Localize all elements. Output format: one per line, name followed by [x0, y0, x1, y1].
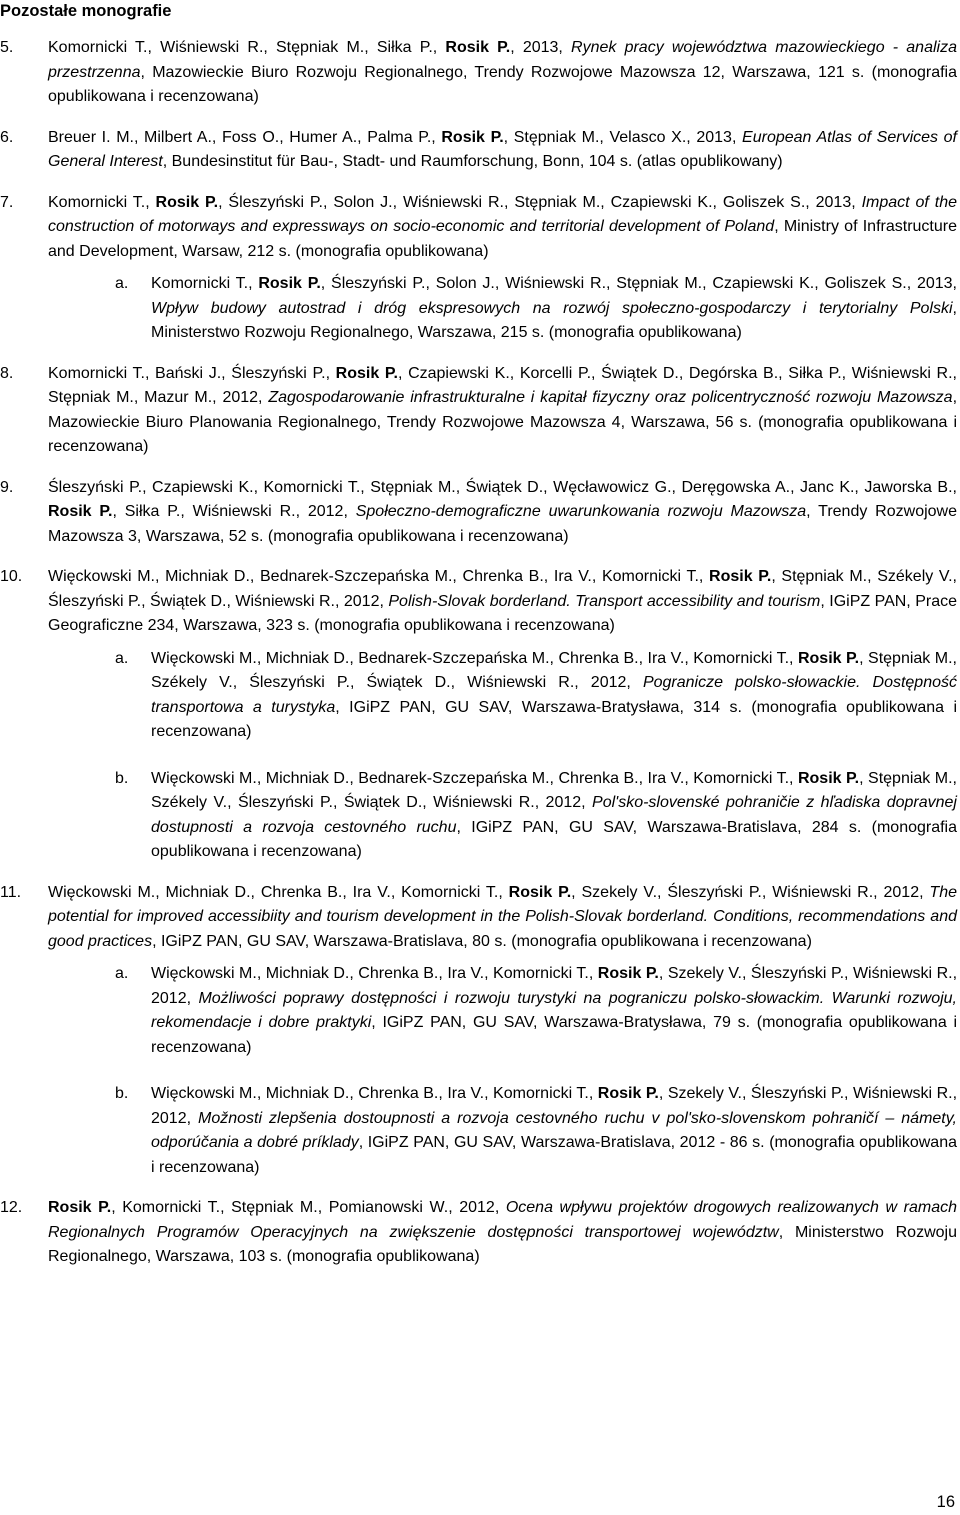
list-item [0, 191, 957, 265]
list-item-number: 9. [0, 478, 14, 496]
publication-title: Pogranicze polsko-słowackie. Dostępność transportowa a turystyka [151, 674, 958, 716]
list-item-number: 10. [0, 568, 23, 585]
author-highlight: Rosik P. [335, 364, 398, 382]
publication-title: Impact of the construction of motorways and expressways on socio-economic and territorial development of Poland [48, 193, 957, 235]
sub-list-item [0, 767, 957, 865]
citation-text: , Stępniak M., Székely V., Śleszyński P., Świątek D., Wiśniewski R., 2012, [48, 568, 957, 610]
citation-text: , Ministerstwo Rozwoju Regionalnego, Warszawa, 103 s. (monografia opublikowana) [48, 1223, 957, 1265]
list-item [0, 1196, 957, 1270]
citation-text: Śleszyński P., Czapiewski K., Komornicki T., Stępniak M., Świątek D., Węcławowicz G., Deręgowska A., Janc K., Jaworska B., [48, 478, 957, 496]
list-item-number: 12. [0, 1199, 23, 1216]
author-highlight: Rosik P. [597, 965, 659, 982]
sub-list-item-letter: b. [115, 769, 129, 787]
citation-text: , Ministry of Infrastructure and Development, Warsaw, 212 s. (monografia opublikowana) [48, 218, 957, 260]
author-highlight: Rosik P. [797, 769, 860, 787]
citation-text: , Stępniak M., Székely V., Śleszyński P., Świątek D., Wiśniewski R., 2012, [151, 769, 957, 811]
citation-text: Komornicki T., Wiśniewski R., Stępniak M., Siłka P., [48, 39, 446, 56]
list-item [0, 881, 957, 955]
author-highlight: Rosik P. [48, 503, 113, 520]
publication-title: Možnosti zlepšenia dostoupnosti a rozvoja cestovného ruchu v pol'sko-slovenskom pohraničí – námety, odporúčania a dobré príklady [151, 1109, 957, 1151]
sub-list-item-letter: b. [115, 1085, 129, 1102]
citation-text: , IGiPZ PAN, GU SAV, Warszawa-Bratislava, 2012 - 86 s. (monografia opublikowana i recenzowana) [151, 1134, 958, 1176]
page-number: 16 [936, 1493, 955, 1511]
citation-text: , Czapiewski K., Korcelli P., Świątek D., Degórska B., Siłka P., Wiśniewski R., Stępniak M., Mazur M., 2012, [48, 364, 957, 406]
citation-text: , Mazowieckie Biuro Rozwoju Regionalnego, Trendy Rozwojowe Mazowsza 12, Warszawa, 121 s. (monografia opublikowana i recenzowana) [48, 63, 957, 105]
publication-title: Zagospodarowanie infrastrukturalne i kapitał fizyczny oraz policentryczność rozwoju Mazowsza [268, 389, 953, 406]
publication-title: Ocena wpływu projektów drogowych realizowanych w ramach Regionalnych Programów Operacyjnych na zwiększenie dostępności transportowej województw [48, 1199, 957, 1241]
citation-text: , Stępniak M., Velasco X., 2013, [503, 128, 743, 146]
publication-title: European Atlas of Services of General Interest [48, 128, 958, 170]
publication-title: Społeczno-demograficzne uwarunkowania rozwoju Mazowsza [355, 503, 807, 520]
list-item-number: 8. [0, 364, 14, 382]
citation-text: , Trendy Rozwojowe Mazowsza 3, Warszawa, 52 s. (monografia opublikowana i recenzowana) [48, 503, 957, 545]
citation-text: , Siłka P., Wiśniewski R., 2012, [112, 503, 356, 520]
list-item-number: 6. [0, 128, 14, 146]
sub-list-item-letter: a. [115, 965, 129, 982]
citation-text: , Ministerstwo Rozwoju Regionalnego, Warszawa, 215 s. (monografia opublikowana) [151, 299, 957, 341]
author-highlight: Rosik P. [797, 649, 860, 667]
sub-list-item-letter: a. [115, 275, 129, 292]
citation-text: , Śleszyński P., Solon J., Wiśniewski R., Stępniak M., Czapiewski K., Goliszek S., 2013, [320, 275, 958, 292]
citation-text: Komornicki T., [48, 193, 156, 211]
author-highlight: Rosik P. [441, 128, 504, 146]
citation-text: , Szekely V., Śleszyński P., Wiśniewski R., 2012, [571, 883, 930, 901]
author-highlight: Rosik P. [258, 275, 321, 292]
sub-list-item [0, 272, 957, 346]
list-item-number: 7. [0, 193, 14, 211]
citation-text: Więckowski M., Michniak D., Chrenka B., Ira V., Komornicki T., [48, 883, 509, 901]
list-item-number: 11. [0, 883, 22, 901]
citation-text: Breuer I. M., Milbert A., Foss O., Humer A., Palma P., [48, 128, 442, 146]
citation-text: , Szekely V., Śleszyński P., Wiśniewski R., 2012, [151, 1085, 958, 1127]
citation-text: , Śleszyński P., Solon J., Wiśniewski R., Stępniak M., Czapiewski K., Goliszek S., 2013, [218, 193, 862, 211]
sub-list-item-letter: a. [115, 649, 129, 667]
author-highlight: Rosik P. [155, 193, 219, 211]
citation-text: , Stępniak M., Székely V., Śleszyński P., Świątek D., Wiśniewski R., 2012, [151, 649, 957, 691]
citation-text: , IGiPZ PAN, GU SAV, Warszawa-Bratislava, 80 s. (monografia opublikowana i recenzowana) [152, 932, 812, 950]
citation-text: Więckowski M., Michniak D., Chrenka B., Ira V., Komornicki T., [151, 965, 598, 982]
sub-list-item [0, 1082, 957, 1180]
citation-text: , IGiPZ PAN, GU SAV, Warszawa-Bratysława, 314 s. (monografia opublikowana i recenzowana) [151, 698, 958, 740]
sub-list-item [0, 647, 957, 745]
author-highlight: Rosik P. [709, 568, 772, 585]
publication-title: Rynek pracy województwa mazowieckiego - analiza przestrzenna [48, 39, 957, 81]
citation-text: Komornicki T., Bański J., Śleszyński P., [48, 364, 336, 382]
list-item-number: 5. [0, 39, 14, 56]
publication-title: Polish-Slovak borderland. Transport accessibility and tourism [388, 592, 821, 610]
citation-text: Komornicki T., [151, 275, 259, 292]
citation-text: Więckowski M., Michniak D., Chrenka B., Ira V., Komornicki T., [151, 1085, 598, 1102]
author-highlight: Rosik P. [508, 883, 572, 901]
citation-text: , IGiPZ PAN, GU SAV, Warszawa-Bratislava, 284 s. (monografia opublikowana i recenzowana) [151, 818, 958, 860]
citation-text: , 2013, [510, 39, 572, 56]
citation-text: , Mazowieckie Biuro Planowania Regionalnego, Trendy Rozwojowe Mazowsza 4, Warszawa, 56 s. (monografia opublikowana i recenzowana) [48, 389, 958, 455]
monograph-list [0, 36, 957, 1286]
list-item [0, 476, 957, 550]
citation-text: , Szekely V., Śleszyński P., Wiśniewski R., 2012, [151, 965, 958, 1007]
publication-title: Możliwości poprawy dostępności i rozwoju turystyki na pograniczu polsko-słowackim. Warunki rozwoju, rekomendacje i dobre praktyki [151, 989, 958, 1031]
citation-text: Więckowski M., Michniak D., Bednarek-Szczepańska M., Chrenka B., Ira V., Komornicki T., [151, 769, 798, 787]
list-item [0, 565, 957, 639]
citation-text: , IGiPZ PAN, Prace Geograficzne 234, Warszawa, 323 s. (monografia opublikowana i recenzowana) [48, 592, 958, 634]
author-highlight: Rosik P. [597, 1085, 659, 1102]
citation-text: , Bundesinstitut für Bau-, Stadt- und Raumforschung, Bonn, 104 s. (atlas opublikowany) [162, 153, 783, 170]
list-item [0, 36, 957, 110]
citation-text: , IGiPZ PAN, GU SAV, Warszawa-Bratysława, 79 s. (monografia opublikowana i recenzowana) [151, 1014, 958, 1056]
citation-text: Więckowski M., Michniak D., Bednarek-Szczepańska M., Chrenka B., Ira V., Komornicki T., [48, 568, 710, 585]
author-highlight: Rosik P. [48, 1199, 112, 1216]
author-highlight: Rosik P. [445, 39, 511, 56]
citation-text: Więckowski M., Michniak D., Bednarek-Szczepańska M., Chrenka B., Ira V., Komornicki T., [151, 649, 798, 667]
publication-title: The potential for improved accessibiity and tourism development in the Polish-Slovak borderland. Conditions, recommendations and good practices [48, 883, 957, 950]
citation-text: , Komornicki T., Stępniak M., Pomianowski W., 2012, [111, 1199, 506, 1216]
publication-title: Pol'sko-slovenské pohraničie z hľadiska dopravnej dostupnosti a rozvoja cestovného ruchu [151, 794, 957, 836]
list-item [0, 362, 957, 460]
publication-title: Wpływ budowy autostrad i dróg ekspresowych na rozwój społeczno-gospodarczy i terytorialny Polski [151, 299, 953, 317]
section-heading: Pozostałe monografie [0, 2, 172, 20]
list-item [0, 126, 957, 175]
sub-list-item [0, 962, 957, 1060]
